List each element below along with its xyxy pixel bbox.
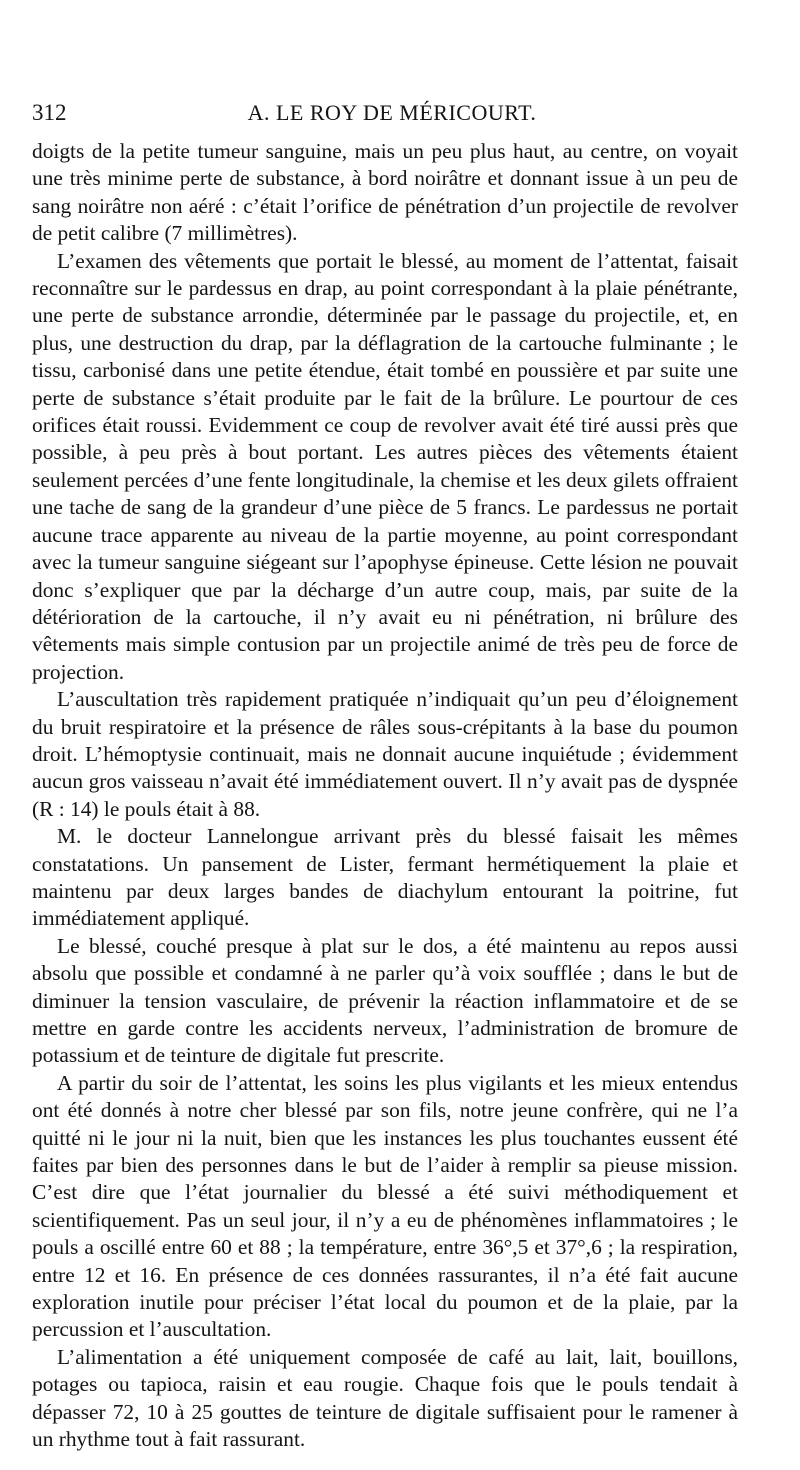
paragraph-lannelongue: M. le docteur Lannelongue arrivant près du blessé faisait les mêmes constatations. Un pansement de Lister, fermant hermétiquement la plaie et maintenu par deux larges bandes de diachylum entourant la poitrine, fut immédiatement appliqué. — [32, 824, 738, 931]
page-number: 312 — [32, 100, 67, 125]
paragraph-continuation: doigts de la petite tumeur sanguine, mais un peu plus haut, au centre, on voyait une très minime perte de substance, à bord noirâtre et donnant issue à un peu de sang noirâtre non aéré : c’était l’orifice de pénétration d’un projectile de revolver de petit calibre (7 millimètres). — [32, 139, 738, 246]
body-text — [32, 138, 738, 1454]
page-header — [32, 96, 752, 130]
paragraph-rest-treatment: Le blessé, couché presque à plat sur le dos, a été maintenu au repos aussi absolu que possible et condamné à ne parler qu’à voix soufflée ; dans le but de diminuer la tension vasculaire, de prévenir la réaction inflammatoire et de se mettre en garde contre les accidents nerveux, l’administration de bromure de potassium et de teinture de digitale fut prescrite. — [32, 933, 738, 1068]
paragraph-clothing-examination: L’examen des vêtements que portait le blessé, au moment de l’attentat, faisait reconnaître sur le pardessus en drap, au point correspondant à la plaie pénétrante, une perte de substance arrondie, déterminée par le passage du projectile, et, en plus, une destruction du drap, par la déflagration de la cartouche fulminante ; le tissu, carbonisé dans une petite étendue, était tombé en poussière et par suite une perte de substance s’était produite par le fait de la brûlure. Le pourtour de ces orifices était roussi. Evidemment ce coup de revolver avait été tiré aussi près que possible, à peu près à bout portant. Les autres pièces des vêtements étaient seulement percées d’une fente longitudinale, la chemise et les deux gilets offraient une tache de sang de la grandeur d’une pièce de 5 francs. Le pardessus ne portait aucune trace apparente au niveau de la partie moyenne, au point correspondant avec la tumeur sanguine siégeant sur l’apophyse épineuse. Cette lésion ne pouvait donc s’expliquer que par la décharge d’un autre coup, mais, par suite de la détérioration de la cartouche, il n’y avait eu ni pénétration, ni brûlure des vêtements mais simple contusion par un projectile animé de très peu de force de projection. — [32, 248, 738, 684]
running-head: A. LE ROY DE MÉRICOURT. — [247, 100, 537, 125]
paragraph-care: A partir du soir de l’attentat, les soins les plus vigilants et les mieux entendus ont été donnés à notre cher blessé par son fils, notre jeune confrère, qui ne l’a quitté ni le jour ni la nuit, bien que les instances les plus touchantes eussent été faites par bien des personnes dans le but de l’aider à remplir sa pieuse mission. C’est dire que l’état journalier du blessé a été suivi méthodiquement et scientifiquement. Pas un seul jour, il n’y a eu de phénomènes inflammatoires ; le pouls a oscillé entre 60 et 88 ; la température, entre 36°,5 et 37°,6 ; la respiration, entre 12 et 16. En présence de ces données rassurantes, il n’a été fait aucune exploration inutile pour préciser l’état local du poumon et de la plaie, par la percussion et l’auscultation. — [32, 1070, 738, 1342]
paragraph-diet: L’alimentation a été uniquement composée de café au lait, lait, bouillons, potages ou tapioca, raisin et eau rougie. Chaque fois que le pouls tendait à dépasser 72, 10 à 25 gouttes de teinture de digitale suffisaient pour le ramener à un rhythme tout à fait rassurant. — [32, 1344, 738, 1452]
paragraph-auscultation: L’auscultation très rapidement pratiquée n’indiquait qu’un peu d’éloignement du bruit respiratoire et la présence de râles sous-crépitants à la base du poumon droit. L’hémoptysie continuait, mais ne donnait aucune inquiétude ; évidemment aucun gros vaisseau n’avait été immédiatement ouvert. Il n’y avait pas de dyspnée (R : 14) le pouls était à 88. — [32, 687, 738, 821]
